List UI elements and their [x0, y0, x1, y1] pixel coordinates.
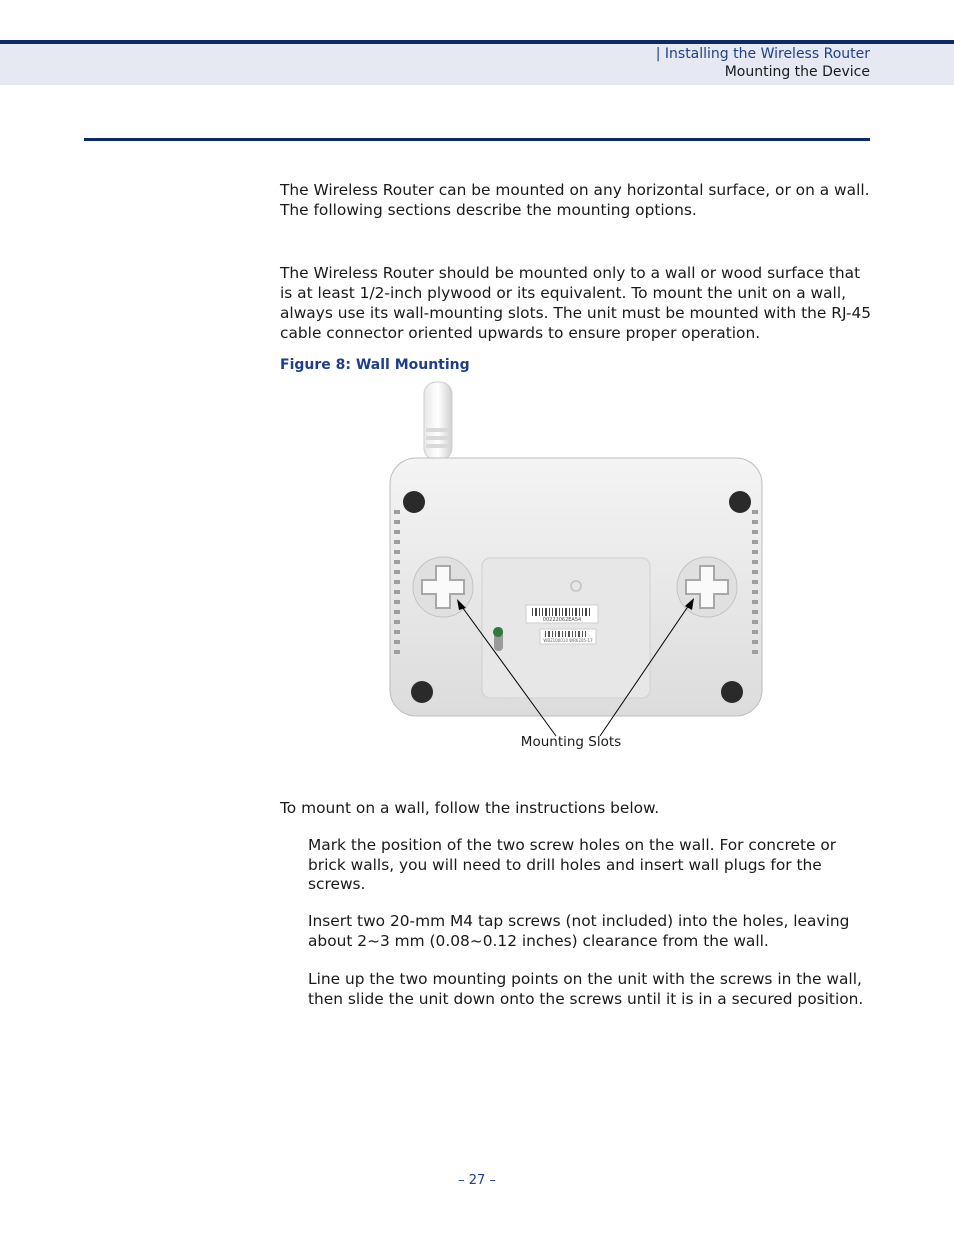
intro-paragraph: The Wireless Router can be mounted on any horizontal surface, or on a wall. The following sections describe the mounting options. [280, 181, 870, 219]
wall-mounting-paragraph: The Wireless Router should be mounted only to a wall or wood surface that is at least 1/2-inch plywood or its equivalent. To mount the unit on a wall, always use its wall-mounting slots. The unit must be mounted with the RJ-45 cable connector oriented upwards to ensure proper operation. [280, 264, 872, 342]
antenna-icon [424, 382, 452, 460]
router-bottom-illustration [380, 380, 770, 760]
step-3: Line up the two mounting points on the unit with the screws in the wall, then slide the unit down onto the screws until it is in a secured position. [308, 970, 864, 1008]
header-section-title: Mounting the Device [724, 64, 870, 80]
mounting-slots-label: Mounting Slots [520, 734, 622, 750]
mounting-slot-right-icon [677, 557, 737, 617]
sticker-model-text: WB2100014 WR6205-17 [543, 638, 593, 643]
page-number: – 27 – [458, 1173, 496, 1188]
sticker-code-text: 00222062EA54 [542, 617, 582, 623]
header-chapter-title: | Installing the Wireless Router [655, 46, 870, 62]
barcode-sticker [526, 605, 598, 623]
router-figure [380, 380, 770, 760]
model-sticker [540, 629, 596, 644]
section-divider [84, 138, 870, 141]
step-1: Mark the position of the two screw holes on the wall. For concrete or brick walls, you will need to drill holes and insert wall plugs for the screws. [308, 836, 837, 893]
instructions-intro: To mount on a wall, follow the instructions below. [280, 799, 660, 817]
figure-caption: Figure 8: Wall Mounting [280, 357, 470, 373]
reset-button-icon [493, 627, 503, 651]
step-2: Insert two 20-mm M4 tap screws (not included) into the holes, leaving about 2~3 mm (0.08~0.12 inches) clearance from the wall. [308, 912, 850, 950]
